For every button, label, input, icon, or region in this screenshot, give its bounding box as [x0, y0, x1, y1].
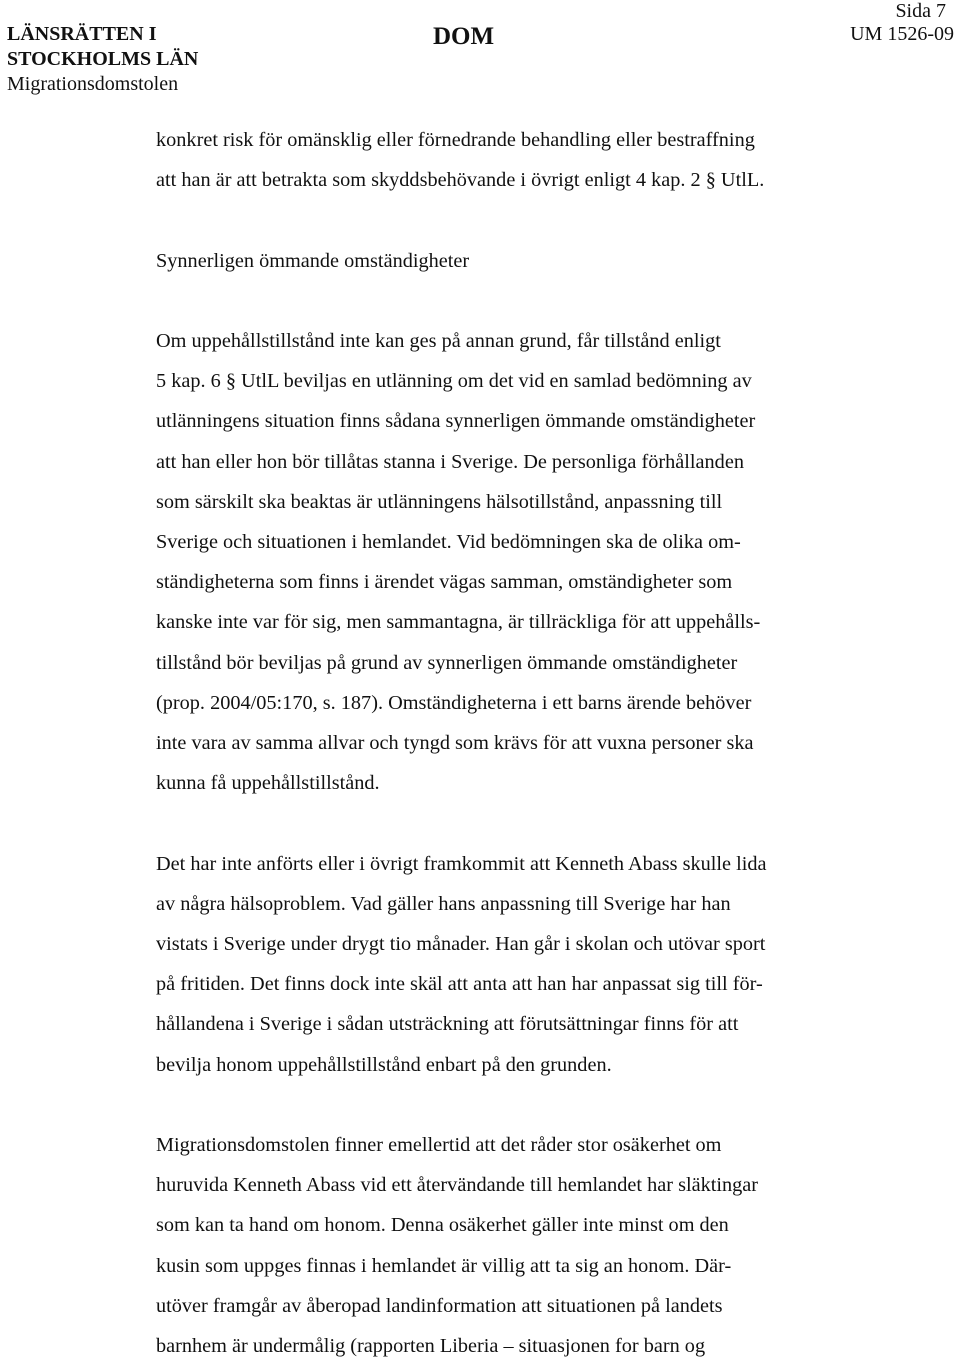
text-line: bevilja honom uppehållstillstånd enbart på den grunden.	[156, 1053, 612, 1076]
page-number: Sida 7	[895, 0, 946, 22]
text-line: vistats i Sverige under drygt tio månader. Han går i skolan och utövar sport	[156, 933, 766, 956]
text-line: kusin som uppges finnas i hemlandet är villig att ta sig an honom. Där-	[156, 1254, 732, 1277]
text-line: att han är att betrakta som skyddsbehövande i övrigt enligt 4 kap. 2 § UtlL.	[156, 169, 765, 192]
document-body	[156, 120, 866, 1366]
court-name-line-1: LÄNSRÄTTEN I	[7, 23, 157, 45]
section-heading	[156, 241, 866, 281]
text-line: på fritiden. Det finns dock inte skäl att anta att han har anpassat sig till för-	[156, 973, 763, 996]
paragraph-risk	[156, 120, 866, 200]
text-line: huruvida Kenneth Abass vid ett återvändande till hemlandet har släktingar	[156, 1174, 759, 1197]
text-line: ständigheterna som finns i ärendet vägas samman, omständigheter som	[156, 571, 733, 594]
text-line: utlänningens situation finns sådana synnerligen ömmande omständigheter	[156, 410, 756, 433]
case-number: UM 1526-09	[850, 23, 954, 45]
text-line: konkret risk för omänsklig eller förnedrande behandling eller bestraffning	[156, 129, 755, 151]
court-name	[7, 22, 198, 97]
text-line: inte vara av samma allvar och tyngd som krävs för att vuxna personer ska	[156, 732, 754, 755]
text-line: att han eller hon bör tillåtas stanna i Sverige. De personliga förhållanden	[156, 450, 744, 473]
court-division: Migrationsdomstolen	[7, 73, 179, 95]
text-line: Sverige och situationen i hemlandet. Vid bedömningen ska de olika om-	[156, 531, 741, 553]
court-name-line-2: STOCKHOLMS LÄN	[7, 48, 199, 70]
text-line: Migrationsdomstolen finner emellertid att det råder stor osäkerhet om	[156, 1134, 722, 1157]
text-line: av några hälsoproblem. Vad gäller hans anpassning till Sverige har han	[156, 892, 731, 915]
text-line: hållandena i Sverige i sådan utsträckning att förutsättningar finns för att	[156, 1013, 739, 1036]
paragraph-legal-basis	[156, 321, 866, 803]
text-line: som kan ta hand om honom. Denna osäkerhet gäller inte minst om den	[156, 1214, 729, 1237]
section-heading-text: Synnerligen ömmande omständigheter	[156, 249, 470, 272]
text-line: barnhem är undermålig (rapporten Liberia – situasjonen for barn og	[156, 1335, 706, 1358]
text-line: kanske inte var för sig, men sammantagna, är tillräckliga för att uppehålls-	[156, 611, 761, 634]
document-type: DOM	[433, 23, 495, 50]
text-line: kunna få uppehållstillstånd.	[156, 772, 380, 795]
text-line: tillstånd bör beviljas på grund av synnerligen ömmande omständigheter	[156, 651, 738, 674]
text-line: 5 kap. 6 § UtlL beviljas en utlänning om det vid en samlad bedömning av	[156, 370, 752, 393]
text-line: Det har inte anförts eller i övrigt framkommit att Kenneth Abass skulle lida	[156, 852, 767, 875]
text-line: (prop. 2004/05:170, s. 187). Omständigheterna i ett barns ärende behöver	[156, 691, 752, 714]
text-line: utöver framgår av åberopad landinformation att situationen på landets	[156, 1294, 723, 1317]
text-line: Om uppehållstillstånd inte kan ges på annan grund, får tillstånd enligt	[156, 329, 721, 352]
paragraph-assessment	[156, 844, 866, 1085]
text-line: som särskilt ska beaktas är utlänningens hälsotillstånd, anpassning till	[156, 490, 723, 513]
page-header	[0, 0, 960, 110]
paragraph-conclusion	[156, 1125, 866, 1366]
